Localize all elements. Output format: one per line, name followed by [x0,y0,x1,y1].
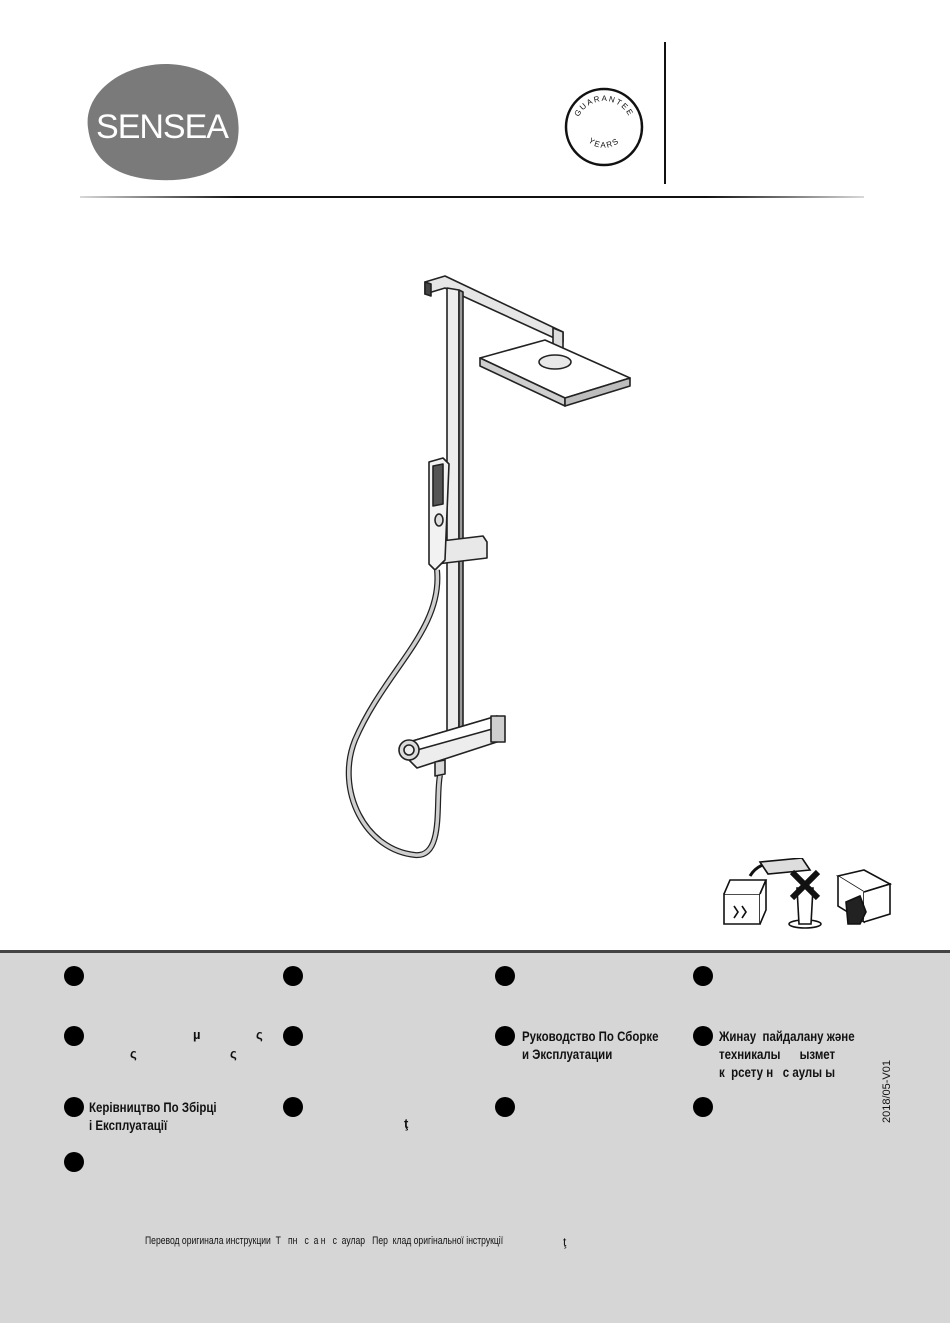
stray-char: ς [230,1046,237,1061]
language-bullet [495,966,515,986]
stray-char: µ [193,1027,201,1042]
language-bullet [64,966,84,986]
language-panel-divider [0,950,950,953]
language-bullet [64,1152,84,1172]
svg-text:YEARS [587,136,621,150]
language-bullet [495,1097,515,1117]
language-title-ru: Руководство По Сборке и Эксплуатации [522,1028,659,1062]
stray-char: ţ [404,1116,409,1131]
footer-stray-char: ţ [563,1235,567,1249]
guarantee-badge [562,85,646,169]
language-bullet [283,1026,303,1046]
language-bullet [64,1097,84,1117]
translation-note: Перевод оригинала инструкции Т пн с а н с аулар Пер клад оригінальної інструкції [145,1235,504,1247]
language-panel [0,950,950,1323]
sensea-logo [78,58,246,186]
language-bullet [693,1026,713,1046]
stray-char: ς [256,1027,263,1042]
language-title-uk: Керівництво По Збірці і Експлуатації [89,1099,217,1133]
stray-char: ς [130,1046,137,1061]
language-title-kk: Жинау пайдалану және техникалы ызмет к рсету н с аулы ы [719,1028,855,1080]
read-manual-icon [834,866,894,933]
language-bullet [693,1097,713,1117]
badge-top-text: GUARANTEE [572,93,636,119]
logo-text: SENSEA [96,108,228,146]
shower-column-illustration [325,270,635,870]
language-bullet [693,966,713,986]
header-vertical-divider [664,42,666,184]
language-bullet [283,966,303,986]
document-version: 2018/05-V01 [881,1060,893,1123]
badge-bottom-text: YEARS [586,136,622,150]
header-divider [80,196,864,198]
language-bullet [64,1026,84,1046]
language-bullet [283,1097,303,1117]
no-disposal-icon [780,868,830,935]
language-bullet [495,1026,515,1046]
